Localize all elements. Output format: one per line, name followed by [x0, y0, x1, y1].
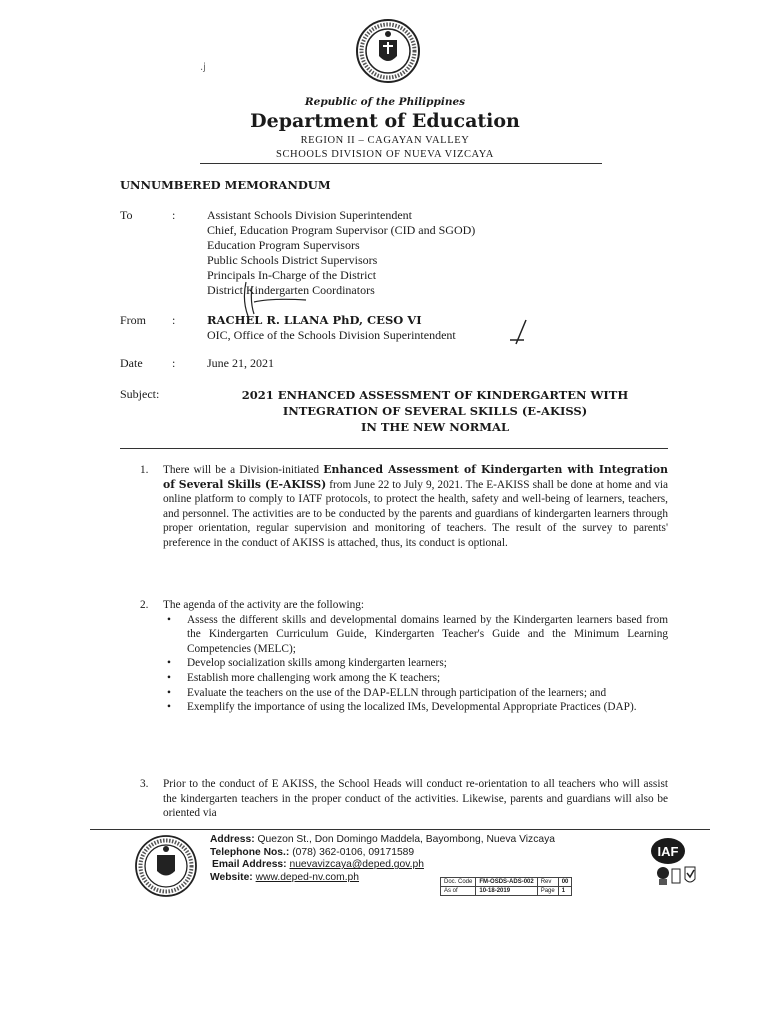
date-label: Date [120, 356, 143, 370]
list-item: • Assess the different skills and developmental domains learned by the Kindergarten learners based from the Kindergarten Curriculum Guide, Kindergarten Teacher's Guide and the Minimum Learning Competencies (MELC); [163, 613, 668, 657]
from-colon: : [172, 313, 176, 327]
email-line [212, 859, 555, 872]
date-value: June 21, 2021 [207, 356, 274, 370]
address-line [210, 834, 555, 847]
recipient: District Kindergarten Coordinators [207, 283, 375, 297]
footer-divider [90, 829, 710, 830]
phone-line [210, 847, 555, 860]
to-colon: : [172, 208, 176, 222]
subject-line: INTEGRATION OF SEVERAL SKILLS (E-AKISS) [282, 404, 588, 418]
rev-label: Rev [537, 878, 558, 887]
list-item: • Evaluate the teachers on the use of the DAP-ELLN through participation of the learners; and [163, 686, 668, 701]
paragraph-number: 3. [140, 778, 149, 790]
page-label: Page [537, 887, 558, 896]
memo-type: UNNUMBERED MEMORANDUM [120, 178, 331, 192]
from-label: From [120, 313, 147, 327]
address-value: Quezon St., Don Domingo Maddela, Bayombong, Nueva Vizcaya [254, 834, 555, 845]
paragraph-number: 2. [140, 599, 149, 611]
paragraph-2 [140, 598, 668, 715]
paragraph-number: 1. [140, 464, 149, 476]
email-label: Email Address: [212, 859, 287, 871]
header-department: Department of Education [250, 110, 520, 132]
iaf-text: IAF [657, 844, 679, 859]
recipient: Public Schools District Supervisors [207, 253, 378, 267]
phone-label: Telephone Nos.: [210, 846, 290, 858]
date-colon: : [172, 356, 176, 370]
subject-divider [120, 448, 668, 449]
subject-title [190, 387, 680, 435]
address-label: Address: [210, 834, 255, 845]
as-of-label: As of [441, 887, 476, 896]
paragraph-intro: The agenda of the activity are the following: [163, 599, 365, 611]
stray-mark: .j [200, 62, 206, 73]
subject-line: IN THE NEW NORMAL [360, 420, 510, 434]
list-item: • Develop socialization skills among kindergarten learners; [163, 656, 668, 671]
doc-code-label: Doc. Code [441, 878, 476, 887]
iaf-logo [650, 837, 686, 865]
recipient: Assistant Schools Division Superintendent [207, 208, 412, 222]
website-link[interactable]: www.deped-nv.com.ph [255, 871, 360, 883]
deped-seal-logo [355, 18, 421, 84]
from-office: OIC, Office of the Schools Division Superintendent [207, 328, 456, 342]
from-name: RACHEL R. LLANA PhD, CESO VI [207, 313, 422, 327]
website-label: Website: [210, 871, 253, 883]
subject-label: Subject: [120, 387, 160, 401]
bold-run: Enhanced Assessment of Kindergarten with Integration of Several Skills (E-AKISS) [163, 463, 668, 491]
as-of-value: 10-18-2019 [476, 887, 537, 896]
subject-line: 2021 ENHANCED ASSESSMENT OF KINDERGARTEN WITH [241, 388, 629, 402]
email-link[interactable]: nuevavizcaya@deped.gov.ph [289, 859, 424, 871]
document-control-table [440, 877, 572, 896]
paragraph-text [163, 463, 668, 551]
header-country: Republic of the Philippines [304, 96, 466, 108]
rev-value: 00 [558, 878, 572, 887]
header-divider [200, 163, 602, 164]
paragraph-1 [140, 463, 668, 551]
footer-seal-logo [133, 833, 199, 899]
doc-code-value: FM-OSDS-ADS-002 [476, 878, 537, 887]
page-value: 1 [558, 887, 572, 896]
recipient: Chief, Education Program Supervisor (CID and SGOD) [207, 223, 476, 237]
header-region: REGION II – CAGAYAN VALLEY [300, 135, 470, 146]
initial-mark [504, 318, 530, 348]
list-item: • Establish more challenging work among the K teachers; [163, 671, 668, 686]
paragraph-text: Prior to the conduct of E AKISS, the School Heads will conduct re-orientation to all teachers who will assist the kindergarten teachers in the proper conduct of the activities. Likewise, parents and guardians will also be oriented via [163, 778, 668, 820]
phone-value: (078) 362-0106, 09171589 [289, 846, 415, 858]
text-run: There will be a Division-initiated [163, 464, 324, 476]
header-division: SCHOOLS DIVISION OF NUEVA VIZCAYA [276, 149, 494, 160]
certification-marks-logo [655, 865, 697, 887]
paragraph-3 [140, 777, 668, 821]
list-item: • Exemplify the importance of using the localized IMs, Developmental Appropriate Practices (DAP). [163, 700, 668, 715]
agenda-list [163, 613, 668, 715]
text-run: from June 22 to July 9, 2021. The E-AKISS shall be done at home and via online platform to comply to IATF protocols, to protect the health, safety and well-being of learners, teachers, and personnel. The activities are to be conducted by the parents and guardians of kindergarten learners through proper orientation, regular supervision and monitoring of teachers. The result of the survey to parents' preference in the conduct of AKISS is attached, thus, its conduct is optional. [163, 478, 668, 549]
recipient: Education Program Supervisors [207, 238, 360, 252]
to-label: To [120, 208, 133, 222]
recipient: Principals In-Charge of the District [207, 268, 377, 282]
